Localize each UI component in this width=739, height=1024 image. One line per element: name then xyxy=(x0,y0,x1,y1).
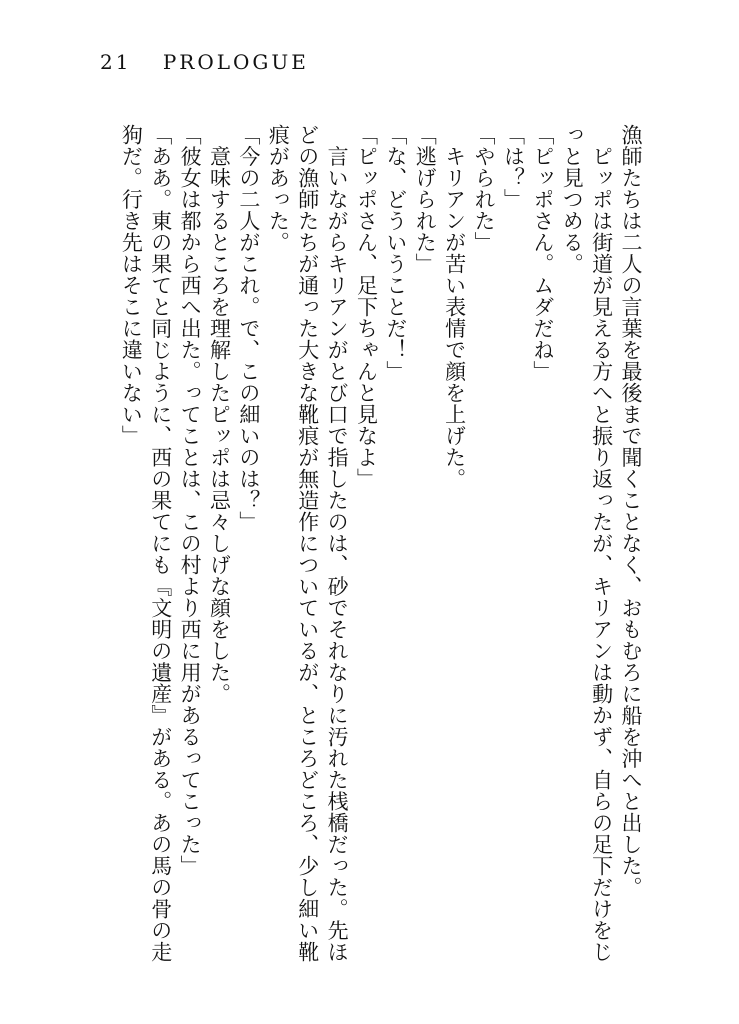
paragraph: ピッポは街道が見える方へと振り返ったが、キリアンは動かず、自らの足下だけをじっと見つめる。 xyxy=(560,124,614,963)
paragraph: 「やられた」 xyxy=(472,124,497,253)
paragraph: 「ピッポさん、足下ちゃんと見なよ」 xyxy=(354,124,379,490)
page-number: 21 xyxy=(100,50,132,74)
paragraph: キリアンが苦い表情で顔を上げた。 xyxy=(442,124,467,490)
section-title: PROLOGUE xyxy=(162,50,309,74)
paragraph: 「な、どういうことだ！」 xyxy=(383,124,408,382)
paragraph: 言いながらキリアンがとび口で指したのは、砂でそれなりに汚れた桟橋だった。先ほどの漁師たちが通った大きな靴痕が無造作についているが、ところどころ、少し細い靴痕があった。 xyxy=(266,124,350,963)
paragraph: 「彼女は都から西へ出た。ってことは、この村より西に用があるってこった」 xyxy=(178,124,203,877)
paragraph: 意味するところを理解したピッポは忌々しげな顔をした。 xyxy=(207,124,232,705)
vertical-text-body xyxy=(100,124,645,964)
paragraph: 「ピッポさん。ムダだね」 xyxy=(530,124,555,382)
page-header xyxy=(100,50,309,74)
paragraph: 「今の二人がこれ。で、この細いのは？」 xyxy=(236,124,261,533)
paragraph: 「ああ。東の果てと同じように、西の果てにも『文明の遺産』がある。あの馬の骨の走狗だ。行き先はそこに違いない」 xyxy=(119,124,173,963)
paragraph: 「は？」 xyxy=(501,124,526,210)
paragraph: 「逃げられた」 xyxy=(413,124,438,275)
paragraph: 漁師たちは二人の言葉を最後まで聞くことなく、おもむろに船を沖へと出した。 xyxy=(619,124,643,898)
